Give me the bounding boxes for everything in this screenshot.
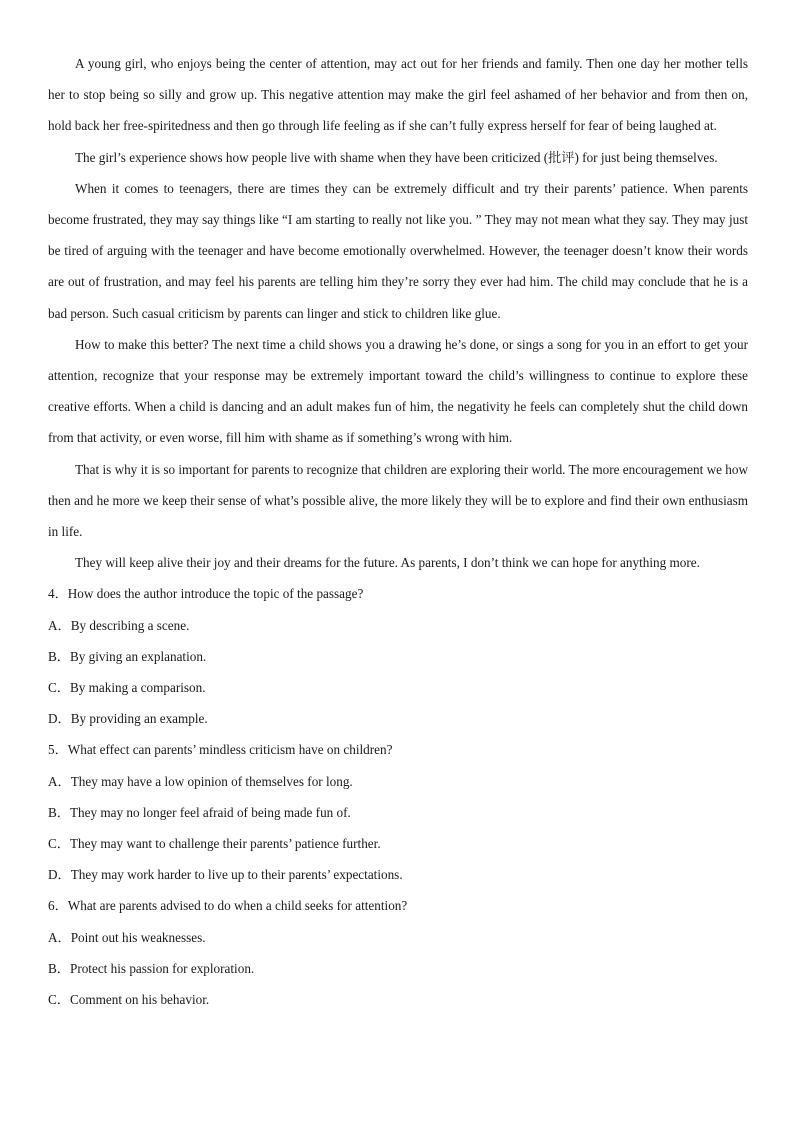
question-stem bbox=[48, 578, 748, 609]
option-text: They may no longer feel afraid of being made fun of. bbox=[69, 804, 351, 820]
answer-option-c bbox=[48, 828, 748, 859]
option-text: By providing an example. bbox=[70, 711, 208, 727]
passage-paragraph: The girl’s experience shows how people live with shame when they have been criticized (批评) for just being themselves. bbox=[75, 149, 718, 165]
document-page bbox=[48, 48, 748, 1015]
option-letter: B． bbox=[48, 960, 70, 976]
option-text: Protect his passion for exploration. bbox=[69, 960, 255, 976]
option-letter: C． bbox=[48, 680, 70, 696]
option-text: They may want to challenge their parents’ patience further. bbox=[69, 836, 381, 852]
option-letter: D． bbox=[48, 711, 71, 727]
option-letter: C． bbox=[48, 836, 70, 852]
question-text: What effect can parents’ mindless criticism have on children? bbox=[67, 742, 393, 758]
option-text: Point out his weaknesses. bbox=[70, 929, 206, 945]
option-text: By describing a scene. bbox=[70, 617, 190, 633]
answer-option-b bbox=[48, 953, 748, 984]
question-6 bbox=[48, 890, 748, 1015]
option-letter: A． bbox=[48, 773, 71, 789]
passage-paragraph: When it comes to teenagers, there are times they can be extremely difficult and try their parents’ patience. When parents become frustrated, they may say things like “I am starting to really not like you. ” They may not mean what they say. They may just be tired of arguing with the teenager and have become emotionally overwhelmed. However, the teenager doesn’t know their words are out of frustration, and may feel his parents are telling him they’re sorry they ever had him. The child may conclude that he is a bad person. Such casual criticism by parents can linger and stick to children like glue. bbox=[48, 180, 748, 321]
answer-option-a bbox=[48, 922, 748, 953]
option-letter: A． bbox=[48, 929, 71, 945]
passage-paragraph: That is why it is so important for parents to recognize that children are exploring their world. The more encouragement we how then and he more we keep their sense of what’s possible alive, the more likely they will be to explore and find their own enthusiasm in life. bbox=[48, 461, 748, 540]
question-5 bbox=[48, 734, 748, 890]
answer-option-b bbox=[48, 641, 748, 672]
answer-option-a bbox=[48, 610, 748, 641]
option-letter: C． bbox=[48, 992, 70, 1008]
question-number: 4． bbox=[48, 586, 68, 602]
answer-option-d bbox=[48, 703, 748, 734]
question-number: 6． bbox=[48, 898, 68, 914]
option-letter: B． bbox=[48, 804, 70, 820]
question-stem bbox=[48, 890, 748, 921]
answer-option-c bbox=[48, 672, 748, 703]
option-text: By giving an explanation. bbox=[69, 648, 207, 664]
passage bbox=[48, 48, 748, 578]
passage-paragraph: How to make this better? The next time a child shows you a drawing he’s done, or sings a song for you in an effort to get your attention, recognize that your response may be extremely important toward the child’s willingness to continue to explore these creative efforts. When a child is dancing and an adult makes fun of him, the negativity he feels can completely shut the child down from that activity, or even worse, fill him with shame as if something’s wrong with him. bbox=[48, 336, 748, 446]
option-text: By making a comparison. bbox=[69, 680, 206, 696]
option-text: Comment on his behavior. bbox=[69, 992, 210, 1008]
question-text: How does the author introduce the topic of the passage? bbox=[67, 586, 364, 602]
question-text: What are parents advised to do when a child seeks for attention? bbox=[67, 898, 408, 914]
answer-option-b bbox=[48, 797, 748, 828]
option-text: They may have a low opinion of themselves for long. bbox=[70, 773, 353, 789]
question-stem bbox=[48, 734, 748, 765]
answer-option-c bbox=[48, 984, 748, 1015]
option-letter: A． bbox=[48, 617, 71, 633]
answer-option-a bbox=[48, 766, 748, 797]
option-letter: D． bbox=[48, 867, 71, 883]
option-text: They may work harder to live up to their parents’ expectations. bbox=[70, 867, 403, 883]
answer-option-d bbox=[48, 859, 748, 890]
passage-paragraph: They will keep alive their joy and their dreams for the future. As parents, I don’t think we can hope for anything more. bbox=[75, 555, 700, 571]
option-letter: B． bbox=[48, 648, 70, 664]
question-4 bbox=[48, 578, 748, 734]
question-number: 5． bbox=[48, 742, 68, 758]
passage-paragraph: A young girl, who enjoys being the center of attention, may act out for her friends and family. Then one day her mother tells her to stop being so silly and grow up. This negative attention may make the girl feel ashamed of her behavior and from then on, hold back her free-spiritedness and then go through life feeling as if she can’t fully express herself for fear of being laughed at. bbox=[48, 56, 748, 134]
